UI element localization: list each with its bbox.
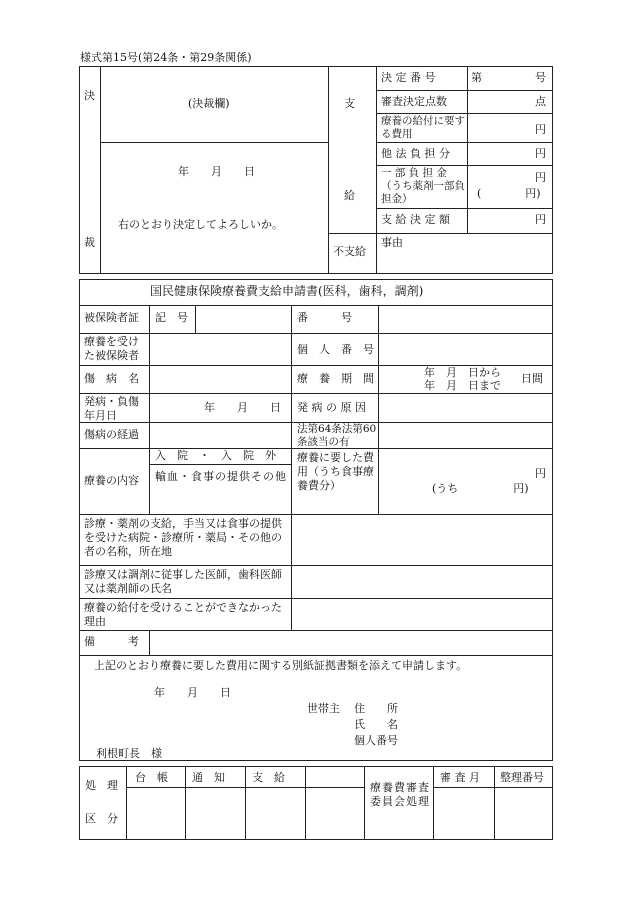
- period-from: 年 月 日から: [424, 366, 501, 379]
- kessai-char-ketsu: 決: [84, 89, 95, 102]
- period-days: 日間: [521, 372, 543, 385]
- addressee: 利根町長 様: [96, 747, 162, 760]
- unable-reason-label: 療養の給付を受けることができなかった理由: [84, 601, 282, 628]
- partial-payment-unit: 円: [535, 171, 546, 184]
- reference-number-label: 整理番号: [500, 771, 544, 784]
- provider-label: 診療・薬剤の支給，手当又は食事の提供を受けた病院・診療所・薬局・その他の者の名称，所在地: [84, 517, 282, 558]
- onset-date-value: 年 月 日: [204, 401, 281, 414]
- benefit-cost-unit: 円: [535, 123, 546, 136]
- insured-card-label: 被保険者証: [84, 311, 139, 324]
- payment-amount-unit: 円: [535, 213, 546, 226]
- transfusion-option: 輸血・食事の提供その他: [155, 470, 287, 483]
- fushikyu-label: 不支給: [333, 245, 366, 258]
- care-content-label: 療養の内容: [84, 474, 139, 487]
- benefit-cost-label: 療養の給付に要する費用: [381, 115, 465, 141]
- householder-label: 世帯主: [307, 702, 340, 715]
- partial-payment-label: 一 部 負 担 金（うち薬剤一部負担金）: [381, 167, 465, 206]
- card-symbol-label: 記 号: [155, 311, 188, 324]
- approval-text: 右のとおり決定してよろしいか。: [118, 218, 283, 231]
- my-number-label: 個人番号: [354, 734, 398, 747]
- decision-number-value: 第: [471, 71, 482, 84]
- ledger-label: 台 帳: [135, 771, 168, 784]
- notice-label: 通 知: [192, 771, 225, 784]
- onset-cause-label: 発 病 の 原 因: [297, 401, 366, 414]
- kessai-char-sai: 裁: [84, 236, 95, 249]
- review-points-unit: 点: [535, 95, 546, 108]
- card-number-label: 番 号: [297, 311, 352, 324]
- decision-payment-box: [79, 66, 553, 274]
- onset-date-label: 発病・負傷年月日: [84, 395, 139, 422]
- kyu-char: 給: [344, 189, 355, 202]
- inpatient-option: 入 院 ・ 入 院 外: [155, 449, 276, 462]
- care-period-label: 療 養 期 間: [297, 372, 374, 385]
- disease-course-label: 傷病の経過: [84, 428, 139, 441]
- care-cost-unit: 円: [535, 467, 546, 480]
- decision-number-unit: 号: [535, 71, 546, 84]
- period-to: 年 月 日まで: [424, 379, 501, 392]
- declaration-text: 上記のとおり療養に要した費用に関する別紙証拠書類を添えて申請します。: [94, 659, 468, 672]
- payment-label: 支 給: [252, 771, 285, 784]
- name-label: 氏 名: [354, 718, 398, 731]
- reason-label: 事由: [381, 236, 403, 249]
- decision-number-label: 決 定 番 号: [381, 71, 436, 84]
- application-title: 国民健康保険療養費支給申請書(医科，歯科，調剤): [150, 284, 424, 298]
- category-label: 区 分: [85, 812, 118, 825]
- shi-char: 支: [344, 97, 355, 110]
- remarks-label: 備 考: [84, 635, 139, 648]
- review-points-label: 審査決定点数: [381, 95, 447, 108]
- care-cost-sub: (うち 円): [432, 482, 529, 495]
- partial-payment-sub: ( 円): [477, 187, 541, 200]
- doctor-label: 診療又は調剤に従事した医師，歯科医師又は薬剤師の氏名: [84, 568, 282, 595]
- care-cost-label: 療養に要した費用（うち食事療養費分）: [297, 451, 374, 492]
- decision-field-label: (決裁欄): [188, 97, 230, 110]
- processing-label: 処 理: [85, 779, 118, 792]
- law-64-label: 法第64条法第60条該当の有: [297, 423, 377, 449]
- patient-label: 療養を受けた被保険者: [84, 335, 139, 362]
- personal-number-label: 個 人 番 号: [297, 343, 374, 356]
- other-law-label: 他 法 負 担 分: [381, 147, 450, 160]
- form-number-header: 様式第15号(第24条・第29条関係): [80, 51, 252, 64]
- payment-amount-label: 支 給 決 定 額: [381, 213, 450, 226]
- disease-label: 傷 病 名: [84, 372, 139, 385]
- review-month-label: 審 査 月: [440, 771, 480, 784]
- declaration-date: 年 月 日: [154, 686, 231, 699]
- committee-label: 療養費審査委員会処理: [370, 781, 430, 808]
- address-label: 住 所: [354, 702, 398, 715]
- decision-date: 年 月 日: [178, 165, 255, 178]
- other-law-unit: 円: [535, 147, 546, 160]
